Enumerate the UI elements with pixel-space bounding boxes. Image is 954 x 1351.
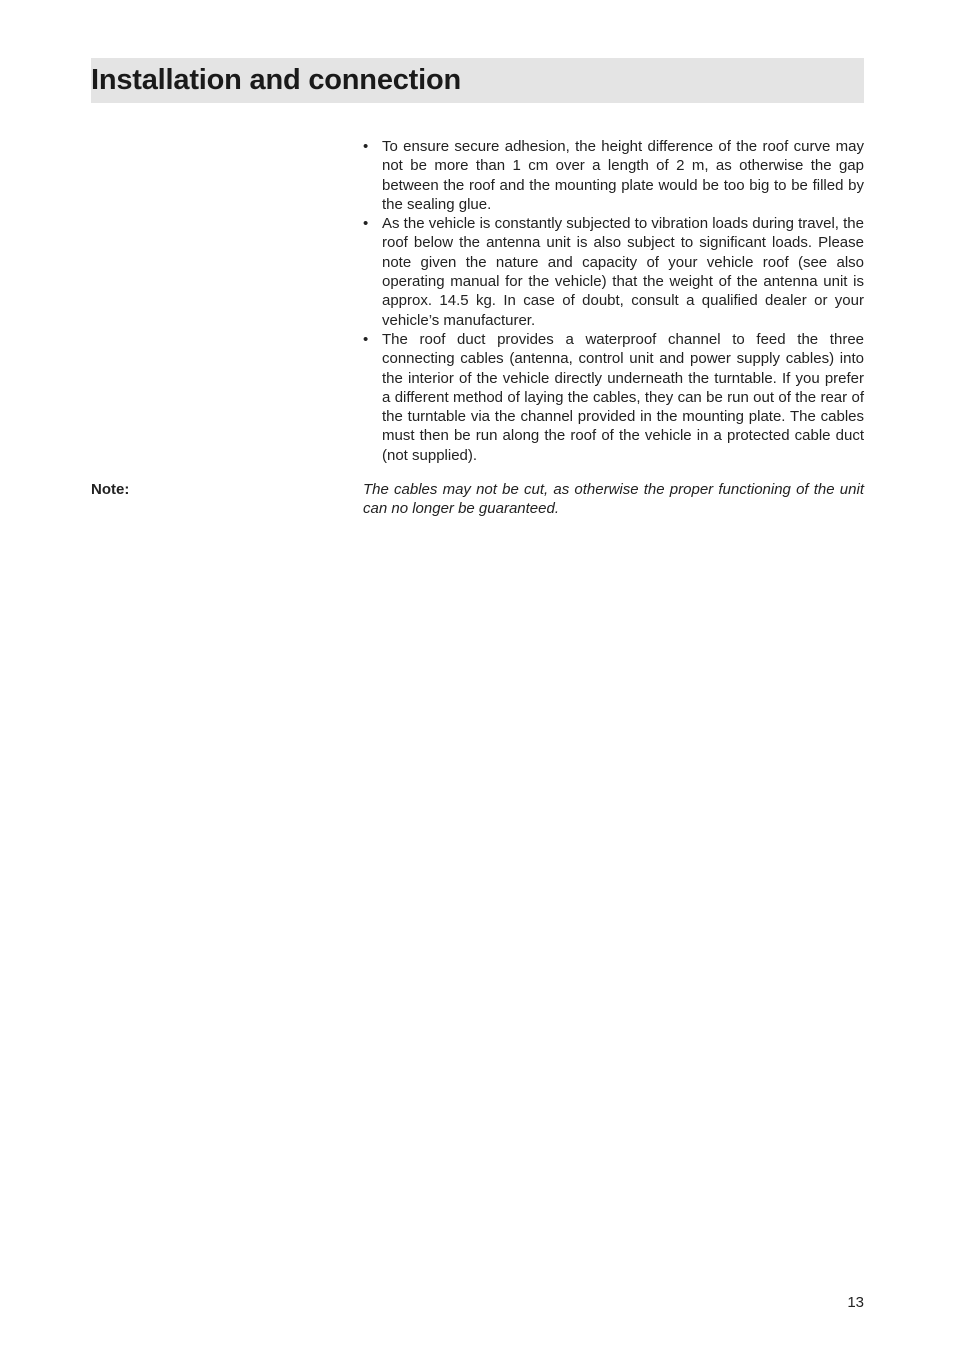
list-item bbox=[363, 330, 864, 465]
bullet-mark: • bbox=[363, 138, 369, 155]
section-header-bar bbox=[91, 58, 864, 103]
bullet-list bbox=[363, 137, 864, 465]
bullet-mark: • bbox=[363, 215, 369, 233]
note-label: Note: bbox=[91, 481, 130, 498]
list-item-text: As the vehicle is constantly subjected to vibration loads during travel, the roof below the antenna unit is also subject to significant loads. Please note given the nature and capacity of your vehicle roof (see also operating manual for the vehicle) that the weight of the antenna unit is approx. 14.5 kg. In case of doubt, consult a qualified dealer or your vehicle’s manufacturer. bbox=[382, 215, 864, 329]
bullet-mark: • bbox=[363, 330, 369, 348]
list-item bbox=[363, 214, 864, 330]
page-title: Installation and connection bbox=[91, 64, 462, 96]
list-item-text: The roof duct provides a waterproof channel to feed the three connecting cables (antenna, control unit and power supply cables) into the interior of the vehicle directly underneath the turntable. If you prefer a different method of laying the cables, they can be run out of the rear of the turntable via the channel provided in the mounting plate. The cables must then be run along the roof of the vehicle in a protected cable duct (not supplied). bbox=[382, 330, 864, 464]
list-item bbox=[363, 137, 864, 214]
list-item-text: To ensure secure adhesion, the height difference of the roof curve may not be more than 1 cm over a length of 2 m, as otherwise the gap between the roof and the mounting plate would be too big to be filled by the sealing glue. bbox=[382, 138, 864, 213]
page-number: 13 bbox=[847, 1294, 864, 1311]
note-text: The cables may not be cut, as otherwise the proper functioning of the unit can no longer be guaranteed. bbox=[363, 481, 864, 518]
